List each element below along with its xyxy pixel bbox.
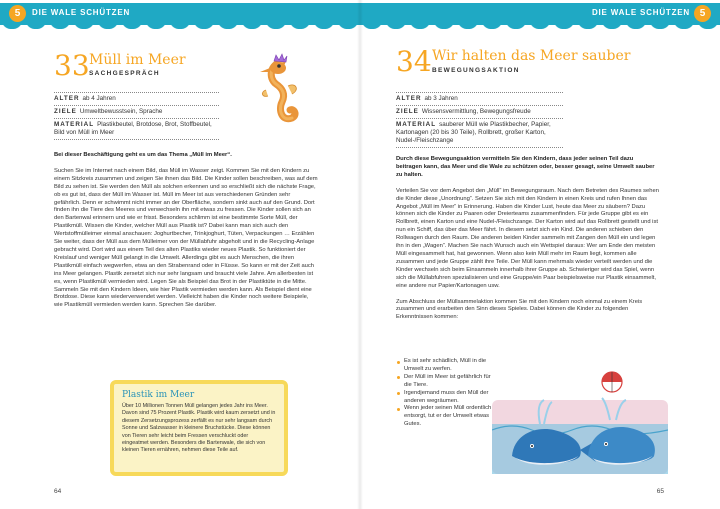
activity-subtitle: BEWEGUNGSAKTION [432,67,520,74]
left-body [54,152,318,310]
left-intro: Bei dieser Beschäftigung geht es um das Thema „Müll im Meer“. [54,152,232,158]
activity-meta [396,92,563,148]
chapter-number-badge: 5 [694,5,711,22]
infobox-title: Plastik im Meer [122,390,195,400]
right-body [396,156,660,322]
chapter-title: DIE WALE SCHÜTZEN [591,8,690,17]
activity-number: 34 [396,45,432,78]
meta-row-age: ALTER ab 4 Jahren [54,93,219,106]
page-number-right: 65 [656,488,664,495]
infobox-text: Über 10 Millionen Tonnen Müll gelangen jedes Jahr ins Meer. Davon sind 75 Prozent Plastik. Plastik wird kaum zersetzt und in diesem Zersetzungsprozess zerfällt es nur sehr langsam durch Sonne und Salzwasser in kleinere Bruchstücke. Diese können von Tieren sehr leicht beim Fressen verschluckt oder eingeatmet werden. Besonders die Bartenwale, die sich von kleinen Tieren ernähren, nehmen diese Teile auf. [122,403,276,454]
list-item: Irgendjemand muss den Müll der anderen wegräumen. [396,390,492,406]
chapter-title: DIE WALE SCHÜTZEN [32,8,131,17]
page-number-left: 64 [54,488,62,495]
right-closing-text: Zum Abschluss der Müllsammelaktion kommen Sie mit den Kindern noch einmal zu einem Kreis zusammen und erarbeiten den Sinn dieses Spieles. Dabei können die Kinder zu folgenden Erkenntnissen kommen: [396,298,643,321]
list-item: Der Müll im Meer ist gefährlich für die Tiere. [396,374,492,390]
whales-illustration [492,360,668,480]
meta-row-material: MATERIAL sauberer Müll wie Plastikbecher, Papier, Kartonagen (20 bis 30 Teile), Rollbrett, großer Karton, Nudel-/Fleischzange [396,119,563,148]
chapter-number-badge: 5 [9,5,26,22]
activity-title: Wir halten das Meer sauber [432,48,631,64]
list-item: Wenn jeder seinen Müll ordentlich entsorgt, tut er der Umwelt etwas Gutes. [396,405,492,429]
list-item: Es ist sehr schädlich, Müll in die Umwelt zu werfen. [396,358,492,374]
left-body-text: Suchen Sie im Internet nach einem Bild, das Müll im Wasser zeigt. Kommen Sie mit den Kindern zu einem Sitzkreis zusammen und zeigen Sie ihnen das Bild. Die Kinder sollen beschreiben, was auf dem Bild zu sehen ist. Sie werden den Müll als solchen erkennen und so erschließt sich die nächste Frage, ob es gut ist, dass der Müll im Wasser ist. Müll im Meer ist aus verschiedenen Gründen sehr gefährlich. Denn er schwimmt nicht immer an der Oberfläche, sondern sinkt auch auf den Grund. Dort finden ihn die Tiere des Meeres und verwechseln ihn mit etwas zu fressen. Die Kinder sollen sich an den Bartenwal erinnern und wie er frisst. Besonders schlimm ist eine bestimmte Sorte Müll, der Plastikmüll. Wissen die Kinder, welcher Müll aus Plastik ist? Dabei kann man sich auch den Wertstoffmülleimer einmal anschauen: Joghurtbecher, Trinkjoghurt, Tüten, Verpackungen … Erzählen Sie weiter, dass der Müll aus dem Mülleimer von der Müllabfuhr abgeholt und in die Recycling-Anlage gebracht wird. Dort wird aus einem Teil des alten Plastiks wieder neues Plastik. So funktioniert der Kreislauf und weniger Müll gelangt in die Umwelt. Allerdings gibt es auch Menschen, die ihren Plastikmüll einfach wegwerfen, etwa an den Strabenrand oder in Flüsse. So kann er mit der Zeit auch ins Meer gelangen. Plastik zersetzt sich nur sehr langsam und braucht viele Jahre. Am allerbesten ist es, wenn Plastikmüll vermieden wird. Legen Sie als Beispiel das Brot in der Plastiktüte in die Mitte. Sammeln Sie mit den Kindern Ideen, wie hier Plastik vermieden werden kann. Als Beispiel dient eine Brotdose. Diese kann wiederverwendet werden. Vielleicht haben die Kinder noch weitere Beispiele, wie Plastikmüll vermieden werden kann. Sprechen Sie darüber. [54,167,318,309]
right-intro: Durch diese Bewegungsaktion vermitteln Sie den Kindern, dass jeder seinen Teil dazu beitragen kann, das Meer und die Wale zu schützen oder, besser gesagt, seine Umwelt sauber zu halten. [396,156,655,178]
activity-subtitle: SACHGESPRÄCH [89,70,160,77]
insights-list [396,358,492,429]
meta-row-material: MATERIAL Plastikbeutel, Brotdose, Brot, Stoffbeutel, Bild von Müll im Meer [54,119,219,140]
meta-row-goals: ZIELE Umweltbewusstsein, Sprache [54,106,219,119]
seahorse-illustration [252,52,314,132]
book-gutter [357,0,363,509]
meta-row-age: ALTER ab 3 Jahren [396,93,563,106]
right-body-text: Verteilen Sie vor dem Angebot den „Müll“ im Bewegungsraum. Nach dem Betreten des Raumes sehen die Kinder diese „Unordnung“. Setzen Sie sich mit den Kindern in einen Kreis und rufen Ihnen das Angebot „Müll im Meer“ in Erinnerung. Haben die Kinder Lust, heute das Meer zu säubern? Dazu können sich die Kinder zu Paaren oder Dreierteams zusammenfinden. Für jede Gruppe gibt es ein Rollbrett, einen Karton und eine Nudel-/Fleischzange. Der Karton wird auf das Rollbrett gestellt und ist nun ein Schiff, das über das Meer fährt. In diesem setzt sich ein Kind. Die anderen schieben den Rollwagen durch den Raum. Die anderen beiden Kinder sammeln mit Zangen den Müll ein und legen ihn in den „Wagen“. Machen Sie nach Wunsch auch ein Wettspiel daraus: Wer am Ende den meisten Müll eingesammelt hat, hat gewonnen. Wenn also kein Müll mehr im Raum liegt, kommen alle zusammen und jede Gruppe zählt ihre Teile. Der Müll kann mehrmals wieder verteilt werden und die Kinder wechseln sich beim Einsammeln innerhalb ihrer Gruppe ab. Schwieriger wird das Spiel, wenn sich die Müllabfuhren spezialisieren und eine Gruppe/ein Paar beispielsweise nur Plastik einsammelt, eine andere nur Papier/Kartonagen usw. [396,187,659,289]
infobox [110,380,288,476]
activity-meta [54,92,219,140]
meta-row-goals: ZIELE Wissensvermittlung, Bewegungsfreude [396,106,563,119]
activity-title: Müll im Meer [89,52,186,68]
activity-number: 33 [54,49,90,82]
